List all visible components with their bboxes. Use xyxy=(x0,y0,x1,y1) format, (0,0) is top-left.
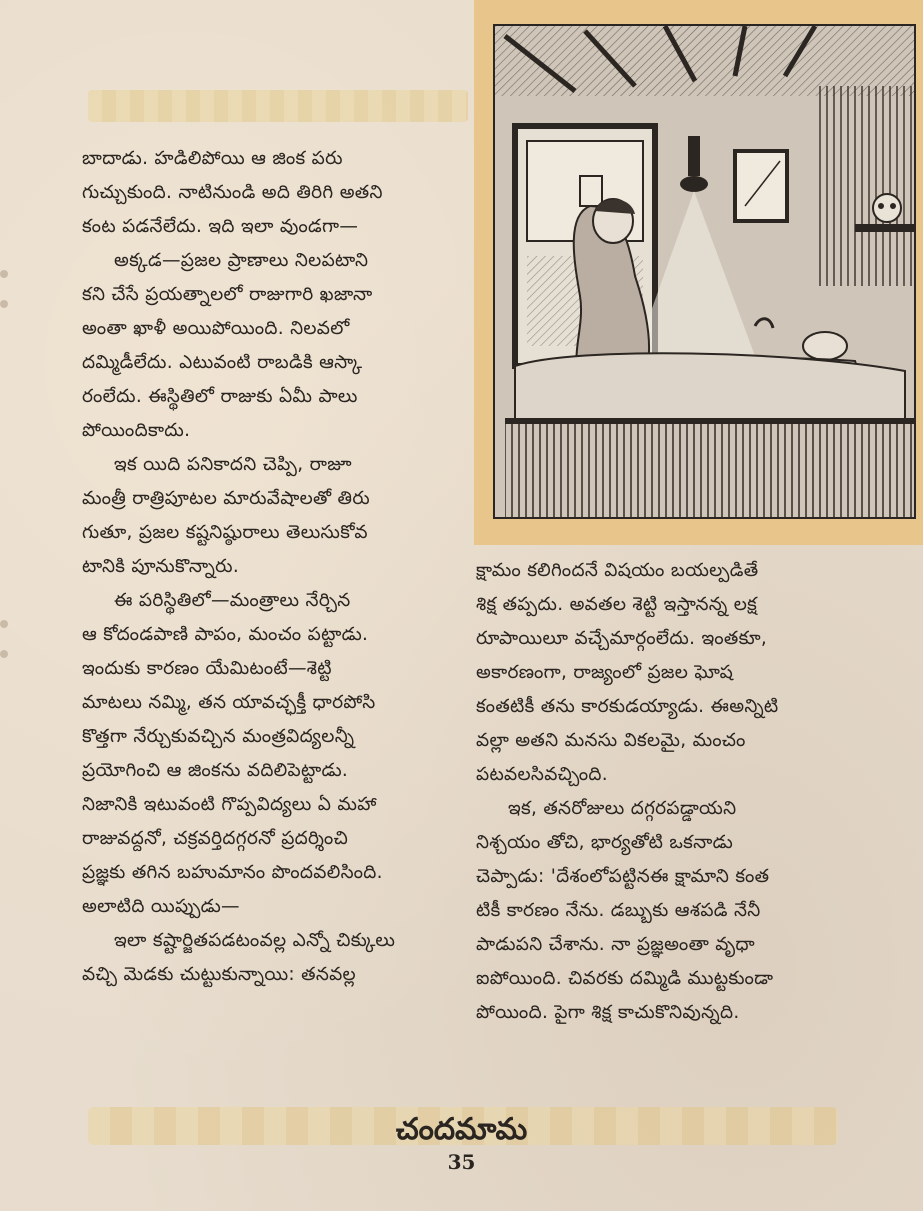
text-line: ఇందుకు కారణం యేమిటంటే—శెట్టి xyxy=(82,658,332,679)
text-line: ప్రజ్ఞకు తగిన బహుమానం పొందవలిసింది. xyxy=(82,862,383,883)
text-line: అకారణంగా, రాజ్యంలో ప్రజల ఘోష xyxy=(476,662,734,683)
text-line: ఇలా కష్టార్జితపడటంవల్ల ఎన్నో చిక్కులు xyxy=(114,930,396,951)
left-text-column xyxy=(82,142,460,992)
text-line: ప్రయోగించి ఆ జింకను వదిలిపెట్టాడు. xyxy=(82,760,349,781)
text-line: కని చేసే ప్రయత్నాలలో రాజుగారి ఖజానా xyxy=(82,284,373,305)
text-line: పోయింది. పైగా శిక్ష కాచుకొనివున్నది. xyxy=(476,1002,740,1023)
text-line: పటవలసివచ్చింది. xyxy=(476,764,608,785)
text-line: పాడుపని చేశాను. నా ప్రజ్ఞఅంతా వృధా xyxy=(476,934,755,955)
text-line: కంట పడనేలేదు. ఇది ఇలా వుండగా— xyxy=(82,216,359,237)
binder-hole xyxy=(0,620,8,628)
text-line: ఇక, తనరోజులు దగ్గరపడ్డాయని xyxy=(508,798,737,819)
text-line: మంత్రీ రాత్రిపూటల మారువేషాలతో తిరు xyxy=(82,488,370,509)
text-line: అక్కడ—ప్రజల ప్రాణాలు నిలపటాని xyxy=(114,250,369,271)
text-line: గుచ్చుకుంది. నాటినుండి అది తిరిగి అతని xyxy=(82,182,383,203)
text-line: రూపాయిలూ వచ్చేమార్గంలేదు. ఇంతకూ, xyxy=(476,628,768,649)
text-line: ఆ కోదండపాణి పాపం, మంచం పట్టాడు. xyxy=(82,624,369,645)
text-line: కొత్తగా నేర్చుకువచ్చిన మంత్రవిద్యలన్నీ xyxy=(82,726,355,747)
magazine-title: చందమామ xyxy=(395,1112,528,1147)
binder-hole xyxy=(0,270,8,278)
text-line: ఐపోయింది. చివరకు దమ్మిడి ముట్టకుండా xyxy=(476,968,774,989)
text-line: ఈ పరిస్థితిలో—మంత్రాలు నేర్చిన xyxy=(114,590,351,611)
text-line: మాటలు నమ్మి, తన యావచ్ఛక్తీ ధారపోసి xyxy=(82,692,376,713)
right-text-column xyxy=(476,554,844,1030)
text-line: శిక్ష తప్పదు. అవతల శెట్టి ఇస్తానన్న లక్ష xyxy=(476,594,758,615)
text-line: బాదాడు. హడిలిపోయి ఆ జింక పరు xyxy=(82,148,343,169)
illustration xyxy=(493,24,916,519)
text-line: అంతా ఖాళీ అయిపోయింది. నిలవలో xyxy=(82,318,350,339)
text-line: కంతటికీ తను కారకుడయ్యాడు. ఈఅన్నిటి xyxy=(476,696,779,717)
text-line: వల్లా అతని మనసు వికలమై, మంచం xyxy=(476,730,746,751)
text-line: క్షామం కలిగిందనే విషయం బయల్పడితే xyxy=(476,560,759,581)
text-line: దమ్మిడీలేదు. ఎటువంటి రాబడికి ఆస్కా xyxy=(82,352,363,373)
text-line: చెప్పాడు: 'దేశంలోపట్టినఈ క్షామాని కంత xyxy=(476,866,770,887)
text-line: టానికి పూనుకొన్నారు. xyxy=(82,556,240,577)
text-line: ఇక యిది పనికాదని చెప్పి, రాజూ xyxy=(114,454,352,475)
decorative-band-top xyxy=(88,90,468,122)
text-line: టికీ కారణం నేను. డబ్బుకు ఆశపడి నేనీ xyxy=(476,900,761,921)
text-line: అలాటిది యిప్పుడు— xyxy=(82,896,240,917)
text-line: రంలేదు. ఈస్థితిలో రాజుకు ఏమీ పాలు xyxy=(82,386,358,407)
illustration-woman-weeping-beside-bedridden-man xyxy=(495,26,914,517)
text-line: గుతూ, ప్రజల కష్టనిష్ఠురాలు తెలుసుకోవ xyxy=(82,522,368,543)
binder-hole xyxy=(0,300,8,308)
binder-hole xyxy=(0,650,8,658)
text-line: పోయిందికాదు. xyxy=(82,420,191,441)
text-line: నిశ్చయం తోచి, భార్యతోటి ఒకనాడు xyxy=(476,832,734,853)
text-line: నిజానికి ఇటువంటి గొప్పవిద్యలు ఏ మహా xyxy=(82,794,377,815)
text-line: వచ్చి మెడకు చుట్టుకున్నాయి: తనవల్ల xyxy=(82,964,356,985)
text-line: రాజువద్దనో, చక్రవర్తిదగ్గరనో ప్రదర్శించి xyxy=(82,828,349,849)
page-number: 35 xyxy=(447,1150,476,1174)
